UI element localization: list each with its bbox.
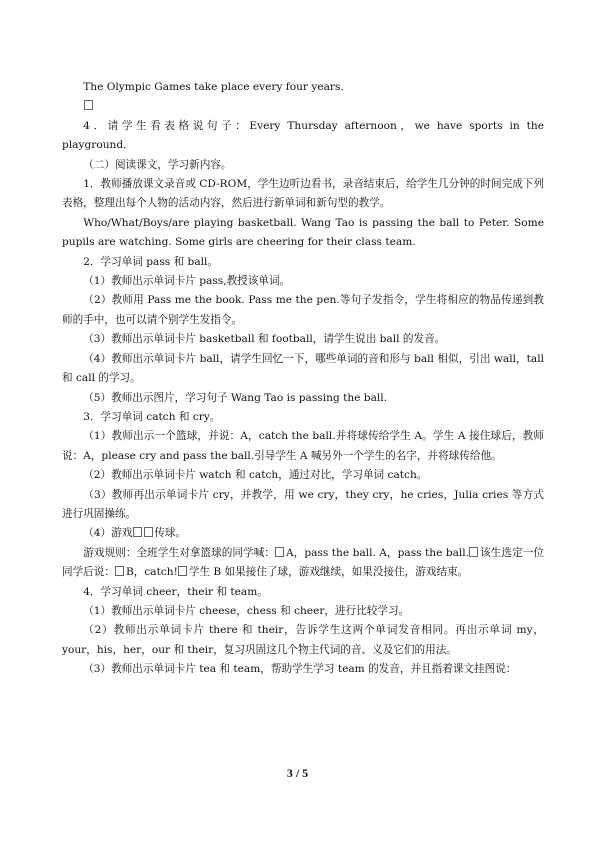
paragraph: （4）教师出示单词卡片 ball，请学生回忆一下，哪些单词的音和形与 ball 相似，引出 wall，tall 和 call 的学习。	[62, 352, 544, 385]
text-line: 2．学习单词 pass 和 ball。	[83, 255, 219, 268]
text-line: （1）教师出示单词卡片 cheese，chess 和 cheer，进行比较学习。	[83, 604, 410, 617]
page-body	[62, 78, 544, 680]
text-fragment: 游戏规则：全班学生对拿篮球的同学喊：	[83, 546, 276, 559]
missing-glyph-box	[115, 566, 124, 576]
text-line: （5）教师出示图片，学习句子 Wang Tao is passing the ball.	[83, 391, 388, 404]
text-fragment: 该生选定一位同学后说：	[62, 546, 545, 579]
paragraph: Who/What/Boys/are playing basketball. Wang Tao is passing the ball to Peter. Some pupils are watching. Some girls are cheering for their class team.	[62, 216, 544, 249]
placeholder-box-line	[62, 97, 544, 116]
text-fragment: 传球。	[154, 527, 187, 540]
paragraph: 1．教师播放课文录音或 CD-ROM，学生边听边看书，录音结束后，给学生几分钟的时间完成下列表格，整理出每个人物的活动内容，然后进行新单词和新句型的教学。	[62, 178, 544, 210]
text-line: （3）教师出示单词卡片 basketball 和 football，请学生说出 ball 的发音。	[83, 333, 446, 346]
section-heading: （二）阅读课文，学习新内容。	[83, 158, 232, 171]
text-line: （1）教师出示单词卡片 pass,教授该单词。	[83, 275, 291, 288]
missing-glyph-box	[178, 566, 187, 576]
text-fragment: B，catch!	[125, 566, 178, 579]
text-line: 4．学习单词 cheer，their 和 team。	[83, 585, 268, 598]
text-fragment: 学生 B 如果接住了球，游戏继续，如果没接住，游戏结束。	[188, 566, 469, 579]
text-line	[62, 524, 544, 543]
missing-glyph-box	[275, 547, 284, 557]
text-fragment: （4）游戏	[83, 527, 133, 540]
text-line: The Olympic Games take place every four years.	[83, 81, 344, 93]
text-line: 3．学习单词 catch 和 cry。	[83, 410, 221, 423]
text-line: 4．请学生看表格说句子：Every Thursday afternoon，we have sports in the playground．	[62, 119, 544, 152]
missing-glyph-box	[144, 527, 153, 537]
paragraph: （1）教师出示一个篮球，并说：A，catch the ball.并将球传给学生 A。学生 A 接住球后，教师说：A，please cry and pass the ball.引导学生 A 喊另外一个学生的名字，并将球传给他。	[62, 430, 544, 462]
paragraph: （3）教师再出示单词卡片 cry，并教学，用 we cry，they cry，he cries，Julia cries 等方式进行巩固操练。	[62, 488, 544, 520]
page-number: 3 / 5	[286, 766, 309, 780]
text-line: （3）教师出示单词卡片 tea 和 team，帮助学生学习 team 的发音，并且指着课文挂图说：	[83, 663, 517, 676]
missing-glyph-box	[133, 527, 142, 537]
paragraph	[62, 544, 544, 583]
missing-glyph-box	[84, 100, 93, 110]
text-fragment: A，pass the ball. A，pass the ball.	[286, 546, 470, 559]
missing-glyph-box	[469, 547, 478, 557]
paragraph: （2）教师出示单词卡片 there 和 their，告诉学生这两个单词发音相同。再出示单词 my，your，his，her，our 和 their，复习巩固这几个物主代词的音、义及它们的用法。	[62, 624, 544, 656]
paragraph: （2）教师用 Pass me the book. Pass me the pen.等句子发指令，学生将相应的物品传递到教师的手中，也可以请个别学生发指令。	[62, 294, 544, 326]
text-line: （2）教师出示单词卡片 watch 和 catch，通过对比，学习单词 catch。	[83, 469, 428, 482]
